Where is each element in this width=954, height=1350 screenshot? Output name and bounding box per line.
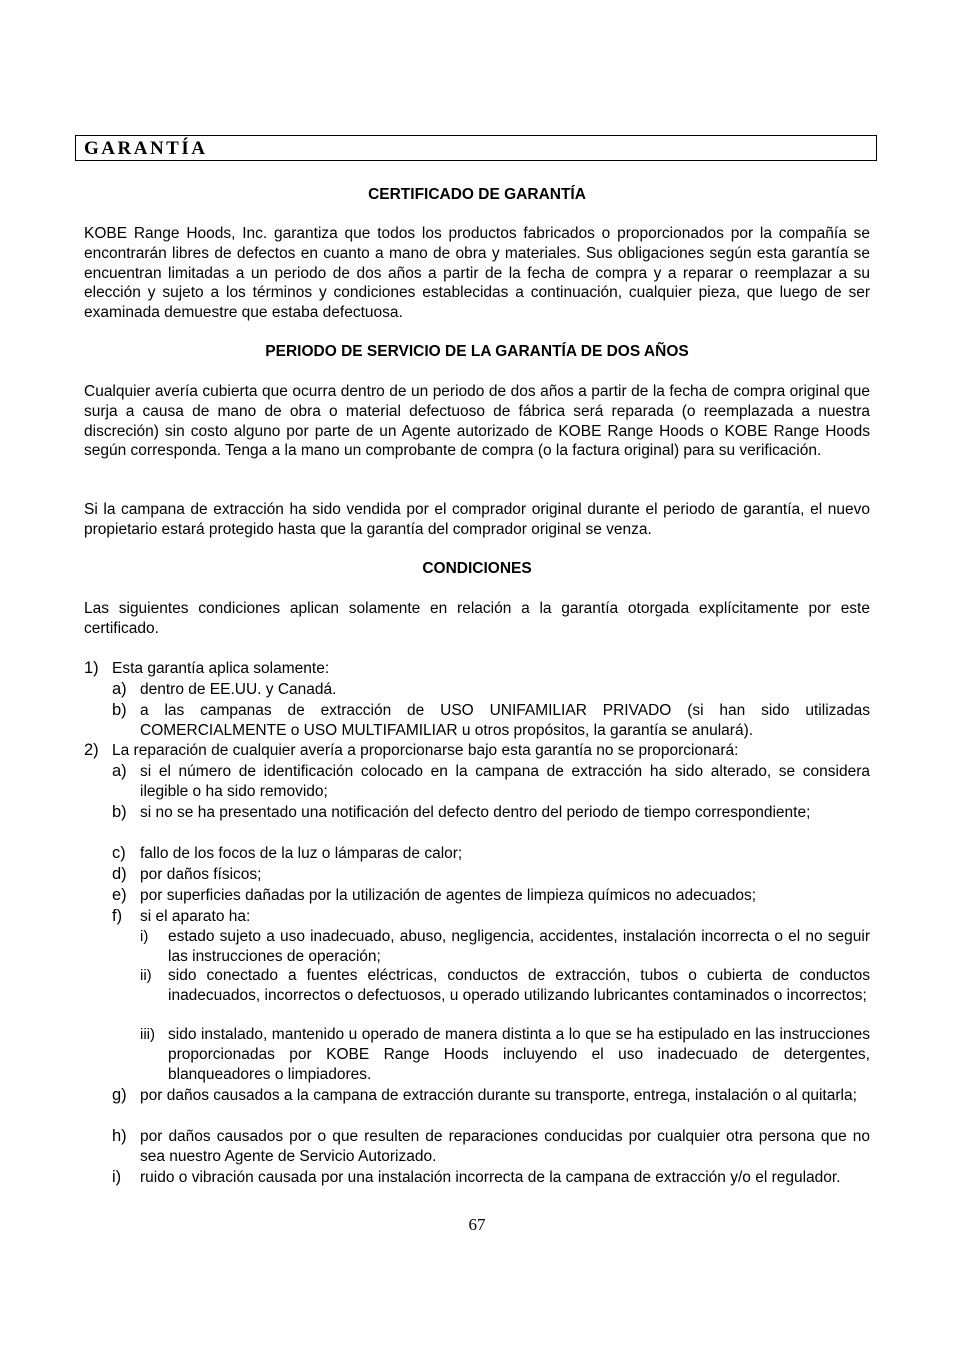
list-item — [112, 907, 870, 927]
list-item — [112, 701, 870, 741]
item-letter: f) — [112, 907, 123, 925]
section-title: GARANTÍA — [84, 138, 208, 159]
list-item — [84, 659, 870, 680]
item-text: ruido o vibración causada por una instalación incorrecta de la campana de extracción y/o el regulador. — [140, 1169, 841, 1186]
item-text: dentro de EE.UU. y Canadá. — [140, 681, 337, 698]
list-item — [112, 1127, 870, 1168]
list-item — [112, 865, 870, 886]
item-text: sido instalado, mantenido u operado de manera distinta a lo que se ha estipulado en las instrucciones proporcionadas por KOBE Range Hoods incluyendo el uso inadecuado de detergentes, blanqueadores o limpiadores. — [168, 1026, 870, 1083]
service-period-paragraph: Cualquier avería cubierta que ocurra dentro de un periodo de dos años a partir de la fecha de compra original que surja a causa de mano de obra o material defectuoso de fábrica será reparada (o reemplazada a nuestra discreción) sin costo alguno por parte de un Agente autorizado de KOBE Range Hoods o KOBE Range Hoods según corresponda. Tenga a la mano un comprobante de compra (o la factura original) para su verificación. — [84, 383, 870, 460]
item-text: si el aparato ha: — [140, 908, 251, 925]
conditions-heading: CONDICIONES — [422, 560, 532, 577]
item-letter: b) — [112, 701, 127, 719]
item-text: por daños causados por o que resulten de reparaciones conducidas por cualquier otra persona que no sea nuestro Agente de Servicio Autorizado. — [140, 1128, 870, 1165]
list-item — [112, 1086, 870, 1127]
item-letter: b) — [112, 803, 127, 821]
page-number: 67 — [468, 1215, 486, 1234]
conditions-intro: Las siguientes condiciones aplican solamente en relación a la garantía otorgada explícitamente por este certificado. — [84, 600, 870, 637]
certificate-heading: CERTIFICADO DE GARANTÍA — [368, 186, 586, 203]
item-letter: i) — [112, 1168, 122, 1186]
item-letter: g) — [112, 1086, 127, 1104]
item-letter: c) — [112, 844, 126, 862]
item-text: por daños físicos; — [140, 866, 262, 883]
list-item — [112, 762, 870, 803]
list-item — [112, 680, 870, 701]
item-roman: ii) — [140, 967, 152, 984]
list-item — [140, 966, 870, 1025]
list-item — [84, 741, 870, 762]
list-item — [140, 927, 870, 966]
list-item — [112, 1168, 870, 1208]
resale-paragraph: Si la campana de extracción ha sido vendida por el comprador original durante el periodo de garantía, el nuevo propietario estará protegido hasta que la garantía del comprador original se venza. — [84, 501, 870, 538]
item-number: 1) — [84, 659, 99, 677]
certificate-paragraph: KOBE Range Hoods, Inc. garantiza que todos los productos fabricados o proporcionados por la compañía se encontrarán libres de defectos en cuanto a mano de obra y materiales. Sus obligaciones según esta garantía se encuentran limitadas a un periodo de dos años a partir de la fecha de compra y a reparar o reemplazar a su elección y sujeto a los términos y condiciones establecidas a continuación, cualquier pieza, que luego de ser examinada demuestre que estaba defectuosa. — [84, 225, 870, 322]
conditions-list — [84, 659, 870, 1208]
item-roman: i) — [140, 928, 149, 945]
item-text: fallo de los focos de la luz o lámparas de calor; — [140, 845, 463, 862]
list-item — [112, 886, 870, 907]
item-text: si el número de identificación colocado en la campana de extracción ha sido alterado, se considera ilegible o ha sido removido; — [140, 763, 870, 800]
section-header-box — [75, 135, 877, 161]
item-text: si no se ha presentado una notificación del defecto dentro del periodo de tiempo correspondiente; — [140, 804, 811, 821]
item-letter: h) — [112, 1127, 127, 1145]
item-text: La reparación de cualquier avería a proporcionarse bajo esta garantía no se proporcionará: — [112, 742, 739, 759]
item-text: sido conectado a fuentes eléctricas, conductos de extracción, tubos o cubierta de conductos inadecuados, incorrectos o defectuosos, u operado utilizando lubricantes contaminados o incorrectos; — [168, 967, 870, 1004]
item-text: a las campanas de extracción de USO UNIFAMILIAR PRIVADO (si han sido utilizadas COMERCIALMENTE o USO MULTIFAMILIAR u otros propósitos, la garantía se anulará). — [140, 702, 870, 739]
list-item — [112, 844, 870, 865]
list-item — [140, 1025, 870, 1086]
item-letter: a) — [112, 680, 127, 698]
item-letter: e) — [112, 886, 127, 904]
item-text: por daños causados a la campana de extracción durante su transporte, entrega, instalación o al quitarla; — [140, 1087, 857, 1104]
item-letter: a) — [112, 762, 127, 780]
item-number: 2) — [84, 741, 99, 759]
item-text: Esta garantía aplica solamente: — [112, 660, 330, 677]
item-roman: iii) — [140, 1026, 155, 1043]
service-period-heading: PERIODO DE SERVICIO DE LA GARANTÍA DE DOS AÑOS — [265, 343, 689, 360]
list-item — [112, 803, 870, 844]
item-text: por superficies dañadas por la utilización de agentes de limpieza químicos no adecuados; — [140, 887, 757, 904]
item-text: estado sujeto a uso inadecuado, abuso, negligencia, accidentes, instalación incorrecta o el no seguir las instrucciones de operación; — [168, 928, 870, 965]
item-letter: d) — [112, 865, 127, 883]
